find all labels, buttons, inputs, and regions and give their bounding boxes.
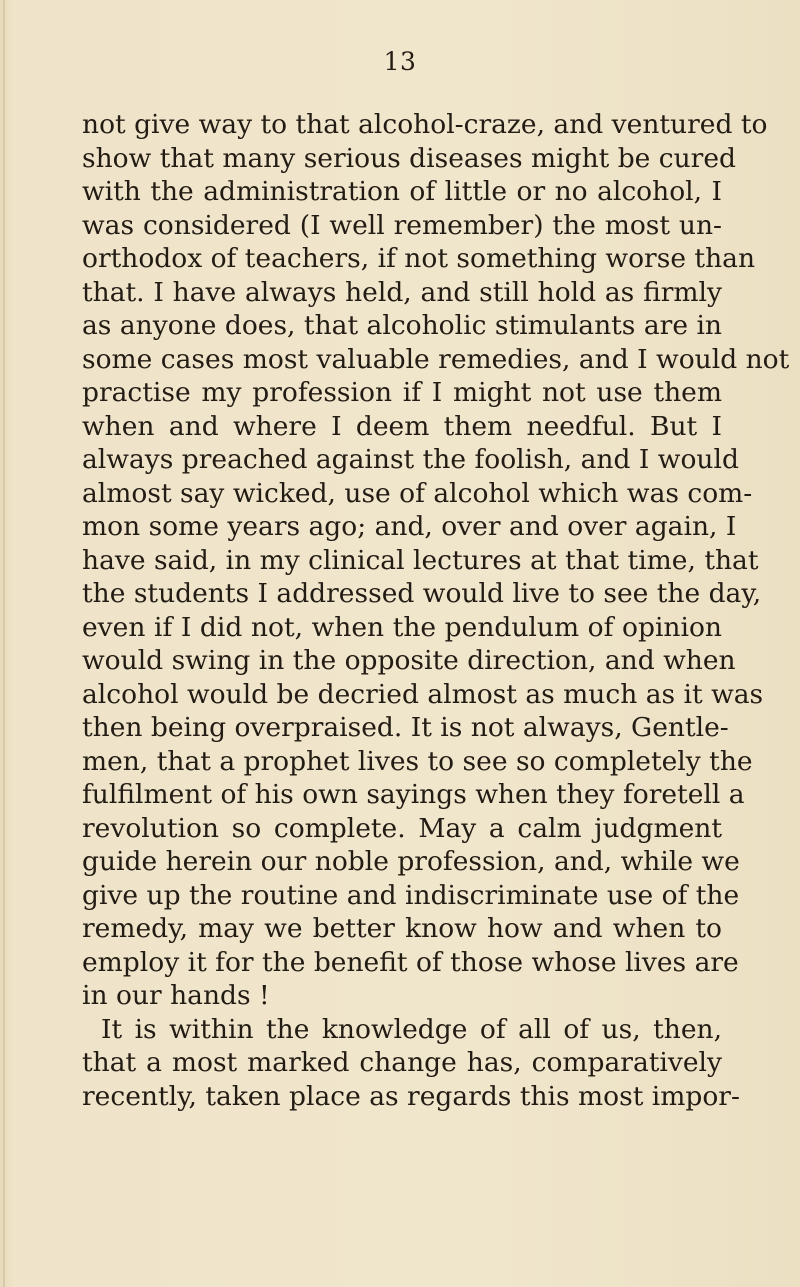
text-line: was considered (I well remember) the most un- <box>82 209 722 241</box>
paragraph-end-line: in our hands ! <box>82 980 270 1011</box>
text-line: practise my profession if I might not use them <box>82 377 722 408</box>
body-text <box>82 108 790 1113</box>
text-line: show that many serious diseases might be cured <box>82 142 736 174</box>
page-gutter-edge <box>3 0 5 1287</box>
text-line: men, that a prophet lives to see so completely the <box>82 745 753 777</box>
text-line: would swing in the opposite direction, and when <box>82 645 736 676</box>
text-line: the students I addressed would live to see the day, <box>82 578 762 609</box>
text-line: recently, taken place as regards this most impor- <box>82 1080 740 1112</box>
text-line: revolution so complete. May a calm judgment <box>82 812 722 844</box>
text-line: employ it for the benefit of those whose lives are <box>82 946 739 978</box>
text-line: that. I have always held, and still hold as firmly <box>82 276 722 308</box>
text-line: that a most marked change has, comparatively <box>82 1047 722 1078</box>
text-line: with the administration of little or no alcohol, I <box>82 176 722 207</box>
text-line: mon some years ago; and, over and over again, I <box>82 511 737 542</box>
text-line: guide herein our noble profession, and, while we <box>82 846 740 877</box>
text-line: give up the routine and indiscriminate use of the <box>82 879 740 911</box>
text-line: even if I did not, when the pendulum of opinion <box>82 611 722 643</box>
text-line: when and where I deem them needful. But I <box>82 410 722 442</box>
text-line: then being overpraised. It is not always, Gentle- <box>82 712 729 743</box>
paragraph-start-line: It is within the knowledge of all of us, then, <box>101 1013 722 1045</box>
page-number: 13 <box>383 47 417 76</box>
text-line: as anyone does, that alcoholic stimulants are in <box>82 310 722 341</box>
text-line: have said, in my clinical lectures at that time, that <box>82 544 759 576</box>
text-line: remedy, may we better know how and when to <box>82 913 722 944</box>
text-line: fulfilment of his own sayings when they foretell a <box>82 779 745 810</box>
text-line: some cases most valuable remedies, and I would not <box>82 343 790 375</box>
text-line: orthodox of teachers, if not something worse than <box>82 243 756 274</box>
text-line: always preached against the foolish, and I would <box>82 444 739 475</box>
text-line: almost say wicked, use of alcohol which was com- <box>82 477 753 509</box>
text-line: not give way to that alcohol-craze, and ventured to <box>82 109 768 140</box>
text-line: alcohol would be decried almost as much as it was <box>82 678 764 710</box>
